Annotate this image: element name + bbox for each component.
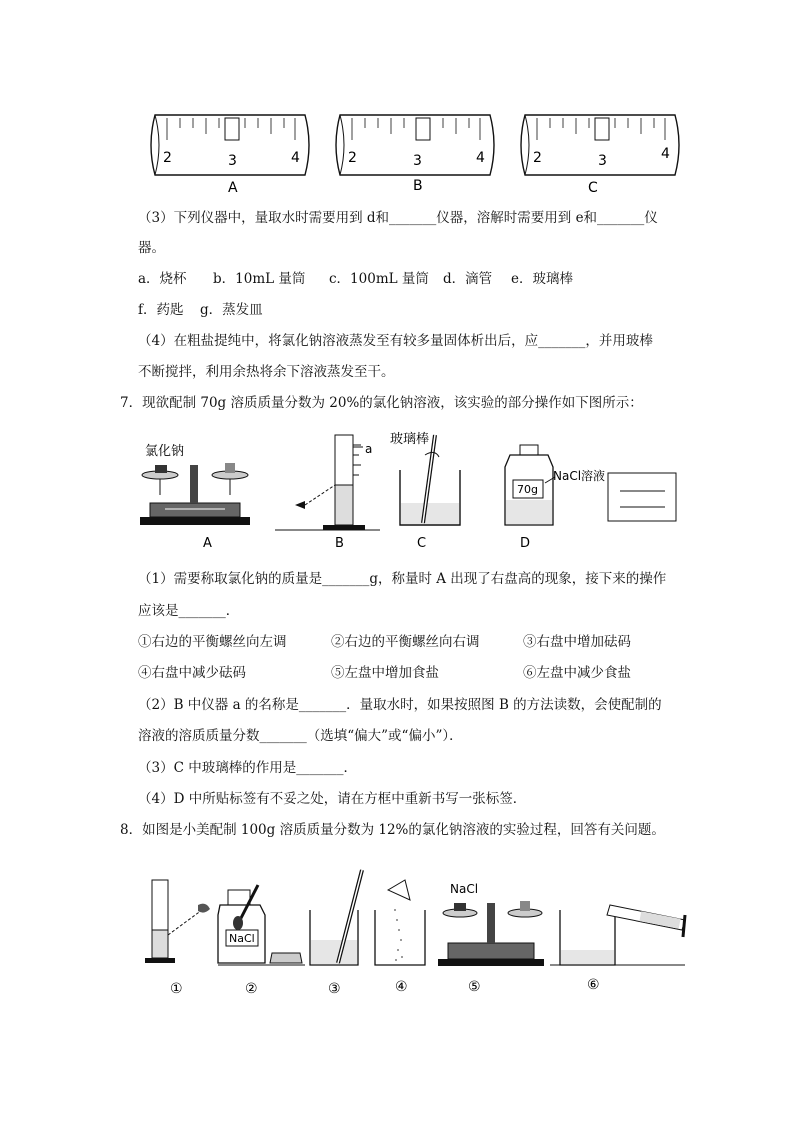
q7-label-nacl: 氯化钠 [145,444,185,459]
ruler-c-tick-2: 2 [533,150,542,166]
ruler-c-tick-4: 4 [661,146,670,162]
q6-option-f: f．药匙 [138,302,184,318]
q7-label-glass-rod: 玻璃棒 [390,432,430,447]
q7-label-a-small: a [365,442,373,456]
ruler-b [336,115,494,194]
q8-label-nacl-bottle: NaCl [229,932,255,945]
q7-choice-5: ⑤左盘中增加食盐 [331,665,439,681]
q7-label-a: A [203,536,212,551]
q7-part2-line2: 溶液的溶质质量分数_______（选填“偏大”或“偏小”）． [138,728,463,744]
ruler-c-label: C [588,180,598,195]
q8-step-label-1: ① [170,981,183,997]
q7-choice-3: ③右盘中增加砝码 [523,634,631,650]
q6-option-c: c．100mL 量筒 [329,271,429,287]
q7-label-nacl-solution: NaCl溶液 [553,469,606,483]
q6-option-d: d．滴管 [443,271,493,287]
q7-part1-line1: （1）需要称取氯化钠的质量是_______g，称量时 A 出现了右盘高的现象，接下来的操作 [138,571,667,587]
q7-part1-line2: 应该是_______． [138,603,240,619]
q7-label-c: C [417,536,427,551]
q8-label-nacl-balance: NaCl [450,882,479,896]
q7-choice-6: ⑥左盘中减少食盐 [523,665,631,681]
q8-step-label-2: ② [245,981,258,997]
q7-label-d: D [520,536,531,551]
q8-figure [140,865,700,1000]
q8-step4-pouring [375,880,425,965]
ruler-b-tick-4: 4 [476,150,485,166]
q8-step2-bottle [218,885,305,965]
q7-part2-line1: （2）B 中仪器 a 的名称是_______．量取水时，如果按照图 B 的方法读数，会使配制的 [138,697,662,713]
q7-choice-4: ④右盘中减少砝码 [138,665,246,681]
ruler-c [521,115,679,195]
ruler-b-tick-2: 2 [348,150,357,166]
q6-option-e: e．玻璃棒 [511,271,573,287]
ruler-a-tick-4: 4 [291,150,300,166]
ruler-b-tick-3: 3 [413,153,422,169]
q8-step3-beaker [310,870,362,965]
q7-stem: 7．现欲配制 70g 溶质质量分数为 20%的氯化钠溶液，该实验的部分操作如下图所示： [120,395,643,411]
q7-label-b: B [335,536,344,551]
q8-step-label-3: ③ [328,981,341,997]
q8-step5-balance [438,882,544,966]
q7-label-70g: 70g [517,483,538,496]
ruler-a-tick-2: 2 [163,150,172,166]
q6-part4-line2: 不断搅拌，利用余热将余下溶液蒸发至干。 [138,364,395,380]
ruler-b-label: B [413,178,423,194]
q7-choice-2: ②右边的平衡螺丝向右调 [331,634,480,650]
q7-part3: （3）C 中玻璃棒的作用是_______． [138,760,357,776]
q6-part3-line2: 器。 [138,240,165,256]
q8-step6-beaker [550,905,685,965]
ruler-a [151,115,309,195]
q8-step1-cylinder [145,880,210,963]
q7-part4: （4）D 中所贴标签有不妥之处，请在方框中重新书写一张标签． [138,791,527,807]
q6-option-a: a．烧杯 [138,271,187,287]
q6-option-g: g．蒸发皿 [200,302,263,318]
q8-stem: 8．如图是小美配制 100g 溶质质量分数为 12%的氯化钠溶液的实验过程，回答有关问题。 [120,822,665,838]
q6-part3-line1: （3）下列仪器中，量取水时需要用到 d和_______仪器，溶解时需要用到 e和_______仪 [138,210,658,226]
ruler-a-tick-3: 3 [228,153,237,169]
q8-step-label-4: ④ [395,979,408,995]
q7-bottle-d [505,445,605,551]
q7-figure [135,425,695,555]
q7-choice-1: ①右边的平衡螺丝向左调 [138,634,287,650]
q7-beaker-c [390,431,460,551]
q6-option-b: b．10mL 量筒 [213,271,306,287]
q7-label-box [608,473,676,521]
q7-cylinder-b [275,435,380,551]
ruler-figure [140,105,700,195]
q7-balance-a [140,443,250,551]
q8-step-label-6: ⑥ [587,977,600,993]
q6-part4-line1: （4）在粗盐提纯中，将氯化钠溶液蒸发至有较多量固体析出后，应_______，并用玻棒 [138,333,653,349]
q8-step-label-5: ⑤ [468,979,481,995]
ruler-a-label: A [228,180,238,195]
ruler-c-tick-3: 3 [598,153,607,169]
